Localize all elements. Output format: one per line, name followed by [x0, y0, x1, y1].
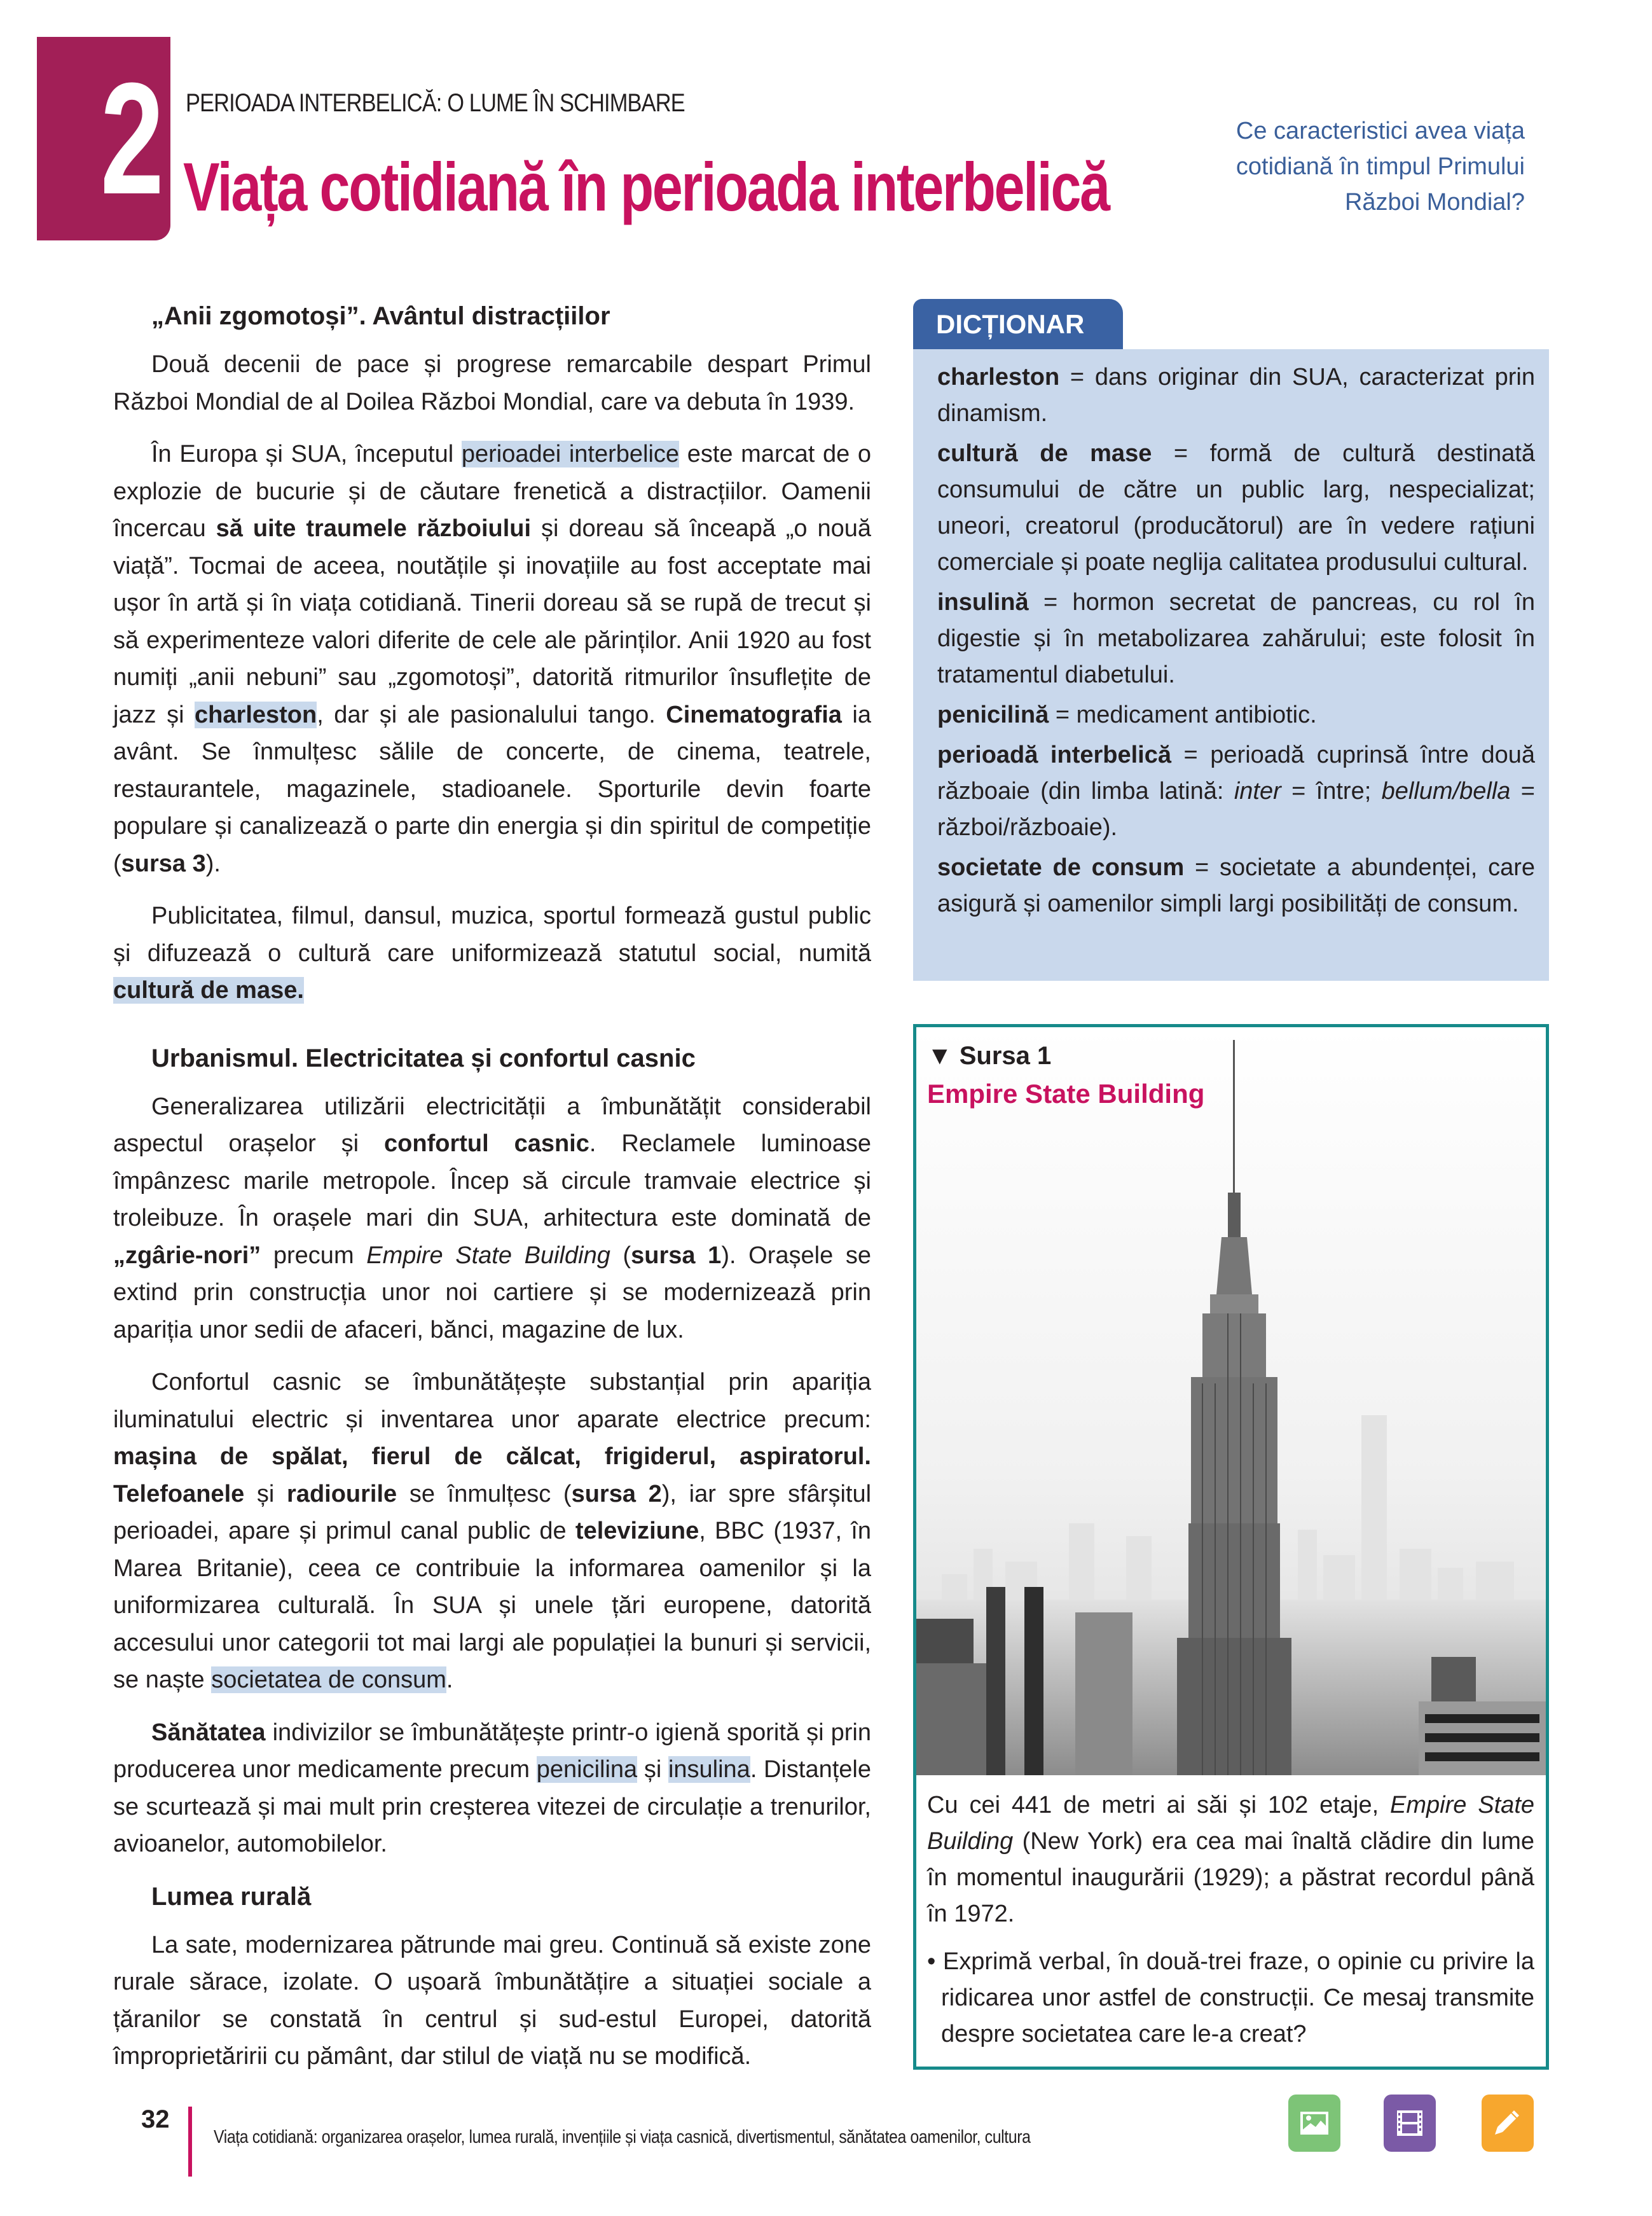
text-run: . Reclamele luminoase împânzesc marile metropole. Încep să circule tramvaie electrice și troleibuze. În orașele mari din SUA, arhitectura este dominată de	[113, 1130, 871, 1231]
guiding-question: Ce caracteristici avea viața cotidiană în timpul Primului Război Mondial?	[1236, 118, 1525, 216]
bold-text: mașina de spălat, fierul de călcat, frigiderul, aspiratorul. Telefoanele	[113, 1443, 871, 1507]
source-title: Empire State Building	[927, 1079, 1205, 1109]
section-heading: Lumea rurală	[151, 1882, 312, 1911]
glossary-term[interactable]: societatea de consum	[211, 1666, 446, 1693]
text-run: ). Orașele se extind prin construcția unor noi cartiere și se modernizează prin apariția unor sedii de afaceri, bănci, magazine de lux.	[113, 1242, 872, 1343]
glossary-term[interactable]: charleston	[195, 701, 317, 728]
source-reference: sursa 2	[571, 1480, 662, 1507]
dictionary-entry	[937, 697, 1535, 733]
text-run: și	[244, 1480, 287, 1507]
bold-text: Cinematografia	[666, 701, 842, 728]
bold-text: să uite traumele războiului	[216, 515, 532, 542]
dictionary-entry	[937, 737, 1535, 846]
bold-text: confortul casnic	[384, 1130, 589, 1157]
caption-paragraph	[927, 1787, 1534, 1932]
glossary-term[interactable]: penicilina	[536, 1756, 638, 1783]
main-text-column	[113, 298, 871, 2091]
paragraph: Două decenii de pace și progrese remarcabile despart Primul Război Mondial de al Doilea Război Mondial, care va debuta în 1939.	[113, 351, 871, 415]
dictionary-entry	[937, 436, 1535, 581]
empire-state-building-photo	[916, 1027, 1546, 1775]
italic-text: Empire State Building	[927, 1792, 1535, 1855]
text-run: Confortul casnic se îmbunătățește substanțial prin apariția iluminatului electric și inventarea unor aparate electrice precum:	[113, 1369, 871, 1433]
dictionary-definition: = medicament antibiotic.	[1049, 702, 1317, 728]
glossary-term[interactable]: cultură de mase.	[113, 977, 304, 1004]
film-icon	[1392, 2105, 1428, 2141]
text-run: indivizilor se îmbunătățește printr-o igienă sporită și prin producerea unor medicamente precum	[113, 1719, 871, 1783]
dictionary-definition: = între;	[1281, 778, 1382, 805]
pencil-icon-button[interactable]	[1482, 2095, 1534, 2152]
paragraph: La sate, modernizarea pătrunde mai greu. Continuă să existe zone rurale sărace, izolate. O ușoară îmbunătățire a situației sociale a țăranilor se constată în centrul și sud-estul Europei, datorită împroprietăririi cu pământ, dar stilul de viață nu se modifică.	[113, 1931, 871, 2070]
dictionary-entry	[937, 850, 1535, 922]
film-icon-button[interactable]	[1384, 2095, 1436, 2152]
text-run: , dar și ale pasionalului tango.	[317, 701, 666, 728]
text-run: Cu cei 441 de metri ai săi și 102 etaje,	[927, 1792, 1391, 1818]
text-run: ia avânt. Se înmulțesc sălile de concerte, de cinema, teatrele, restaurantele, magazinele, stadioanele. Sporturile devin foarte populare și canalizează o parte din energia și din spiritul de competiție (	[113, 701, 871, 877]
source-reference: sursa 1	[631, 1242, 722, 1269]
section-heading: „Anii zgomotoși”. Avântul distracțiilor	[151, 302, 610, 330]
dictionary-term: cultură de mase	[937, 440, 1152, 467]
paragraph	[113, 897, 871, 1009]
dictionary-entry	[937, 359, 1535, 432]
source-caption	[927, 1787, 1534, 2064]
bold-text: radiourile	[287, 1480, 397, 1507]
footer-divider	[188, 2107, 192, 2177]
source-reference: sursa 3	[121, 850, 206, 877]
dictionary-definition: = război/războaie).	[937, 778, 1535, 841]
dictionary-entry	[937, 585, 1535, 693]
text-run: ), iar spre sfârșitul perioadei, apare și primul canal public de	[113, 1480, 872, 1544]
pencil-icon	[1490, 2105, 1525, 2141]
footer-topics: Viața cotidiană: organizarea orașelor, lumea rurală, invențiile și viața casnică, divertismentul, sănătatea oamenilor, cultura	[214, 2127, 1031, 2147]
text-run: . Distanțele se scurtează și mai mult prin creșterea vitezei de circulație a trenurilor, avioanelor, automobilelor.	[113, 1756, 871, 1857]
paragraph	[113, 1088, 871, 1349]
page-title: Viața cotidiană în perioada interbelică	[183, 148, 1109, 225]
italic-text: bellum/bella	[1381, 778, 1511, 805]
dictionary-definition: = hormon secretat de pancreas, cu rol în digestie și în metabolizarea zahărului; este folosit în tratamentul diabetului.	[937, 589, 1535, 688]
text-run: ).	[205, 850, 221, 877]
dictionary-term: penicilină	[937, 702, 1049, 728]
text-run: Generalizarea utilizării electricității a îmbunătățit considerabil aspectul orașelor și	[113, 1093, 871, 1157]
paragraph	[113, 1714, 871, 1863]
glossary-term[interactable]: insulina	[668, 1756, 750, 1783]
paragraph	[113, 1364, 871, 1699]
text-run: și	[637, 1756, 668, 1783]
italic-text: inter	[1234, 778, 1281, 805]
text-run: precum	[261, 1242, 367, 1269]
paragraph	[113, 436, 871, 882]
dictionary-definition: = societate a abundenței, care asigură și oamenilor simpli largi posibilități de consum.	[937, 854, 1535, 917]
text-run: , BBC (1937, în Marea Britanie), ceea ce contribuie la informarea oamenilor și la uniformizarea culturală. În SUA și unele țări europene, datorită accesului unor categorii tot mai largi ale populației la bunuri și servicii, se naște	[113, 1518, 871, 1693]
image-icon	[1297, 2105, 1332, 2141]
bold-text: „zgârie-nori”	[113, 1242, 261, 1269]
bold-text: televiziune	[575, 1518, 699, 1544]
task-item: • Exprimă verbal, în două-trei fraze, o opinie cu privire la ridicarea unor astfel de construcții. Ce mesaj transmite despre societatea care le-a creat?	[927, 1948, 1534, 2047]
dictionary-definition: = perioadă cuprinsă între două războaie (din limba latină:	[937, 742, 1535, 805]
section-heading: Urbanismul. Electricitatea și confortul casnic	[151, 1044, 696, 1072]
text-run: Publicitatea, filmul, dansul, muzica, sportul formează gustul public și difuzează o cultură care uniformizează statutul social, numită	[113, 903, 871, 967]
text-run: .	[446, 1666, 453, 1693]
dictionary-term: societate de consum	[937, 854, 1185, 881]
dictionary-title: DICȚIONAR	[913, 299, 1123, 350]
dictionary-definition: = dans originar din SUA, caracterizat prin dinamism.	[937, 364, 1535, 427]
unit-supertitle: PERIOADA INTERBELICĂ: O LUME ÎN SCHIMBARE	[186, 89, 685, 117]
dictionary-definition: = formă de cultură destinată consumului de către un public larg, nespecializat; uneori, creatorul (producătorul) are în vedere rațiuni comerciale și poate neglija calitatea produsului cultural.	[937, 440, 1535, 576]
bold-text: Sănătatea	[151, 1719, 266, 1746]
text-run: În Europa și SUA, începutul	[151, 441, 462, 467]
dictionary-box	[913, 349, 1549, 981]
text-run: (New York) era cea mai înaltă clădire din lume în momentul inaugurării (1929); a păstrat recordul până în 1972.	[927, 1828, 1534, 1927]
dictionary-term: perioadă interbelică	[937, 742, 1171, 768]
italic-text: Empire State Building	[366, 1242, 610, 1269]
source-label: ▼ Sursa 1	[927, 1042, 1052, 1070]
page-number: 32	[141, 2105, 170, 2133]
dictionary-term: insulină	[937, 589, 1029, 616]
text-run: (	[610, 1242, 631, 1269]
chapter-number: 2	[100, 50, 162, 227]
dictionary-term: charleston	[937, 364, 1060, 391]
text-run: este marcat de o explozie de bucurie și de căutare frenetică a distracțiilor. Oamenii încercau	[113, 441, 872, 542]
text-run: se înmulțesc (	[397, 1480, 572, 1507]
glossary-term[interactable]: perioadei interbelice	[461, 441, 680, 467]
text-run: și doreau să înceapă „o nouă viață”. Tocmai de aceea, noutățile și inovațiile au fost acceptate mai ușor în artă și în viața cotidiană. Tinerii doreau să se rupă de trecut și să experimenteze valori diferite de cele ale părinților. Anii 1920 au fost numiți „anii nebuni” sau „zgomotoși”, datorită ritmurilor însuflețite de jazz și	[113, 515, 872, 728]
image-icon-button[interactable]	[1288, 2095, 1340, 2152]
